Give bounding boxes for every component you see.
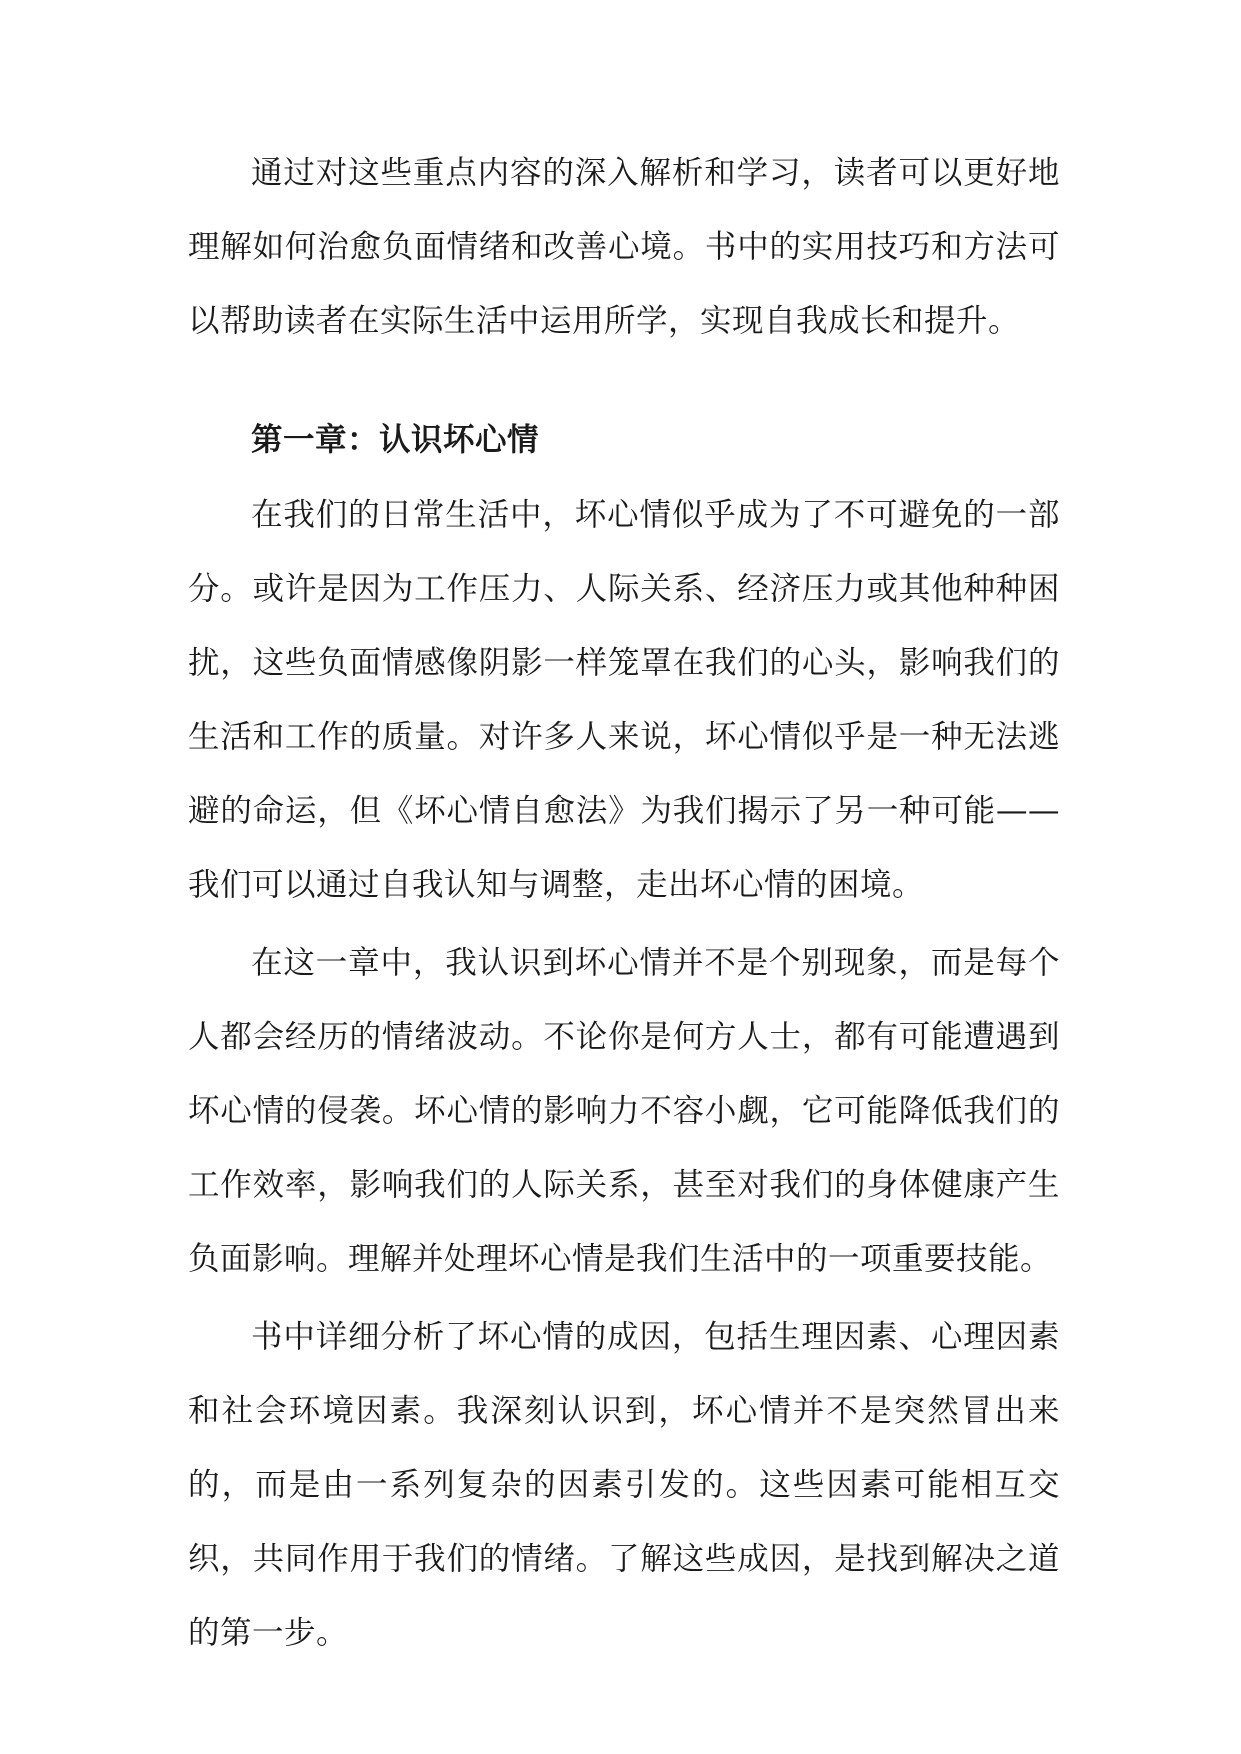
body-paragraph-1: 在我们的日常生活中，坏心情似乎成为了不可避免的一部分。或许是因为工作压力、人际关系、经济压力或其他种种困扰，这些负面情感像阴影一样笼罩在我们的心头，影响我们的生活和工作的质量。对许多人来说，坏心情似乎是一种无法逃避的命运，但《坏心情自愈法》为我们揭示了另一种可能——我们可以通过自我认知与调整，走出坏心情的困境。 [188,497,1060,903]
body-paragraph-2: 在这一章中，我认识到坏心情并不是个别现象，而是每个人都会经历的情绪波动。不论你是何方人士，都有可能遭遇到坏心情的侵袭。坏心情的影响力不容小觑，它可能降低我们的工作效率，影响我们的人际关系，甚至对我们的身体健康产生负面影响。理解并处理坏心情是我们生活中的一项重要技能。 [188,945,1060,1277]
chapter-heading: 第一章：认识坏心情 [251,421,540,458]
intro-paragraph: 通过对这些重点内容的深入解析和学习，读者可以更好地理解如何治愈负面情绪和改善心境。书中的实用技巧和方法可以帮助读者在实际生活中运用所学，实现自我成长和提升。 [188,155,1060,339]
body-paragraph-3: 书中详细分析了坏心情的成因，包括生理因素、心理因素和社会环境因素。我深刻认识到，坏心情并不是突然冒出来的，而是由一系列复杂的因素引发的。这些因素可能相互交织，共同作用于我们的情绪。了解这些成因，是找到解决之道的第一步。 [188,1319,1060,1651]
document-page [188,136,1060,1670]
